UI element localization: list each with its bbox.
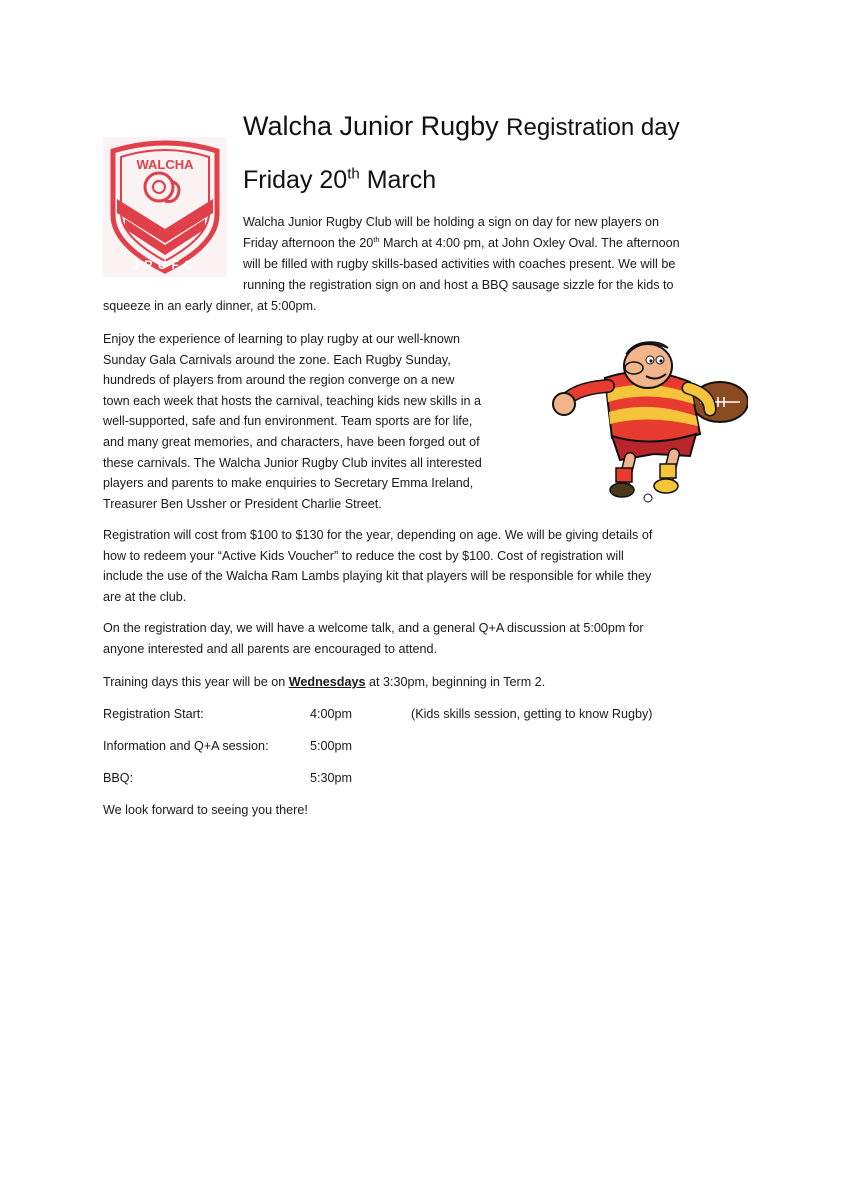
schedule-label: Information and Q+A session: (103, 739, 269, 753)
enjoy-line: these carnivals. The Walcha Junior Rugby Club invites all interested (103, 455, 482, 470)
page-title (243, 108, 680, 146)
closing-line: We look forward to seeing you there! (103, 803, 308, 817)
intro-paragraph (103, 212, 753, 317)
logo-top-text: WALCHA (136, 157, 194, 172)
training-after: at 3:30pm, beginning in Term 2. (365, 675, 546, 689)
enjoy-line: town each week that hosts the carnival, teaching kids new skills in a (103, 393, 482, 408)
registration-cost-paragraph (103, 525, 753, 607)
cost-line: Registration will cost from $100 to $130 for the year, depending on age. We will be giving details of (103, 528, 653, 542)
regday-line: On the registration day, we will have a welcome talk, and a general Q+A discussion at 5:00pm for (103, 621, 644, 635)
schedule-time: 5:30pm (310, 771, 353, 785)
enjoy-line: Enjoy the experience of learning to play rugby at our well-known (103, 332, 461, 346)
intro-line: squeeze in an early dinner, at 5:00pm. (103, 299, 317, 313)
enjoy-line: players and parents to make enquiries to Secretary Emma Ireland, (103, 476, 474, 491)
training-info (103, 672, 545, 692)
cost-line: include the use of the Walcha Ram Lambs playing kit that players will be responsible for while they (103, 569, 652, 584)
cost-line: how to redeem your “Active Kids Voucher” to reduce the cost by $100. Cost of registration will (103, 548, 624, 563)
title-main: Walcha Junior Rugby (243, 111, 499, 141)
enjoy-line: Treasurer Ben Ussher or President Charlie Street. (103, 496, 382, 511)
training-before: Training days this year will be on (103, 675, 289, 689)
schedule-note: (Kids skills session, getting to know Rugby) (411, 707, 653, 721)
intro-line: Walcha Junior Rugby Club will be holding a sign on day for new players on (243, 215, 660, 229)
event-date (243, 162, 436, 198)
enjoy-line: and many great memories, and characters, have been forged out of (103, 434, 480, 449)
rugby-mascot-illustration (550, 338, 748, 504)
logo-bottom-text: JRUFC (132, 258, 198, 272)
intro-line-part: Friday afternoon the 20 (243, 236, 374, 250)
schedule-label: Registration Start: (103, 707, 204, 721)
date-superscript: th (347, 165, 360, 183)
title-suffix: Registration day (506, 114, 680, 141)
intro-superscript: th (373, 234, 380, 244)
cost-line: are at the club. (103, 589, 187, 604)
enjoy-line: Sunday Gala Carnivals around the zone. Each Rugby Sunday, (103, 352, 451, 367)
date-prefix: Friday 20 (243, 166, 348, 194)
enjoy-paragraph (103, 329, 543, 514)
intro-line (103, 233, 753, 254)
schedule-time: 5:00pm (310, 739, 353, 753)
date-suffix: March (366, 166, 437, 194)
regday-line: anyone interested and all parents are encouraged to attend. (103, 641, 437, 656)
registration-day-paragraph (103, 618, 753, 659)
intro-line-part: March at 4:00 pm, at John Oxley Oval. The afternoon (379, 236, 680, 250)
schedule-time: 4:00pm (310, 707, 353, 721)
intro-line: will be filled with rugby skills-based activities with coaches present. We will be (243, 257, 676, 271)
schedule-label: BBQ: (103, 771, 134, 785)
enjoy-line: hundreds of players from around the region converge on a new (103, 373, 455, 388)
intro-line: running the registration sign on and host a BBQ sausage sizzle for the kids to (243, 278, 674, 292)
enjoy-line: well-supported, safe and fun environment. Team sports are for life, (103, 414, 473, 429)
training-day-emphasis: Wednesdays (288, 675, 366, 689)
